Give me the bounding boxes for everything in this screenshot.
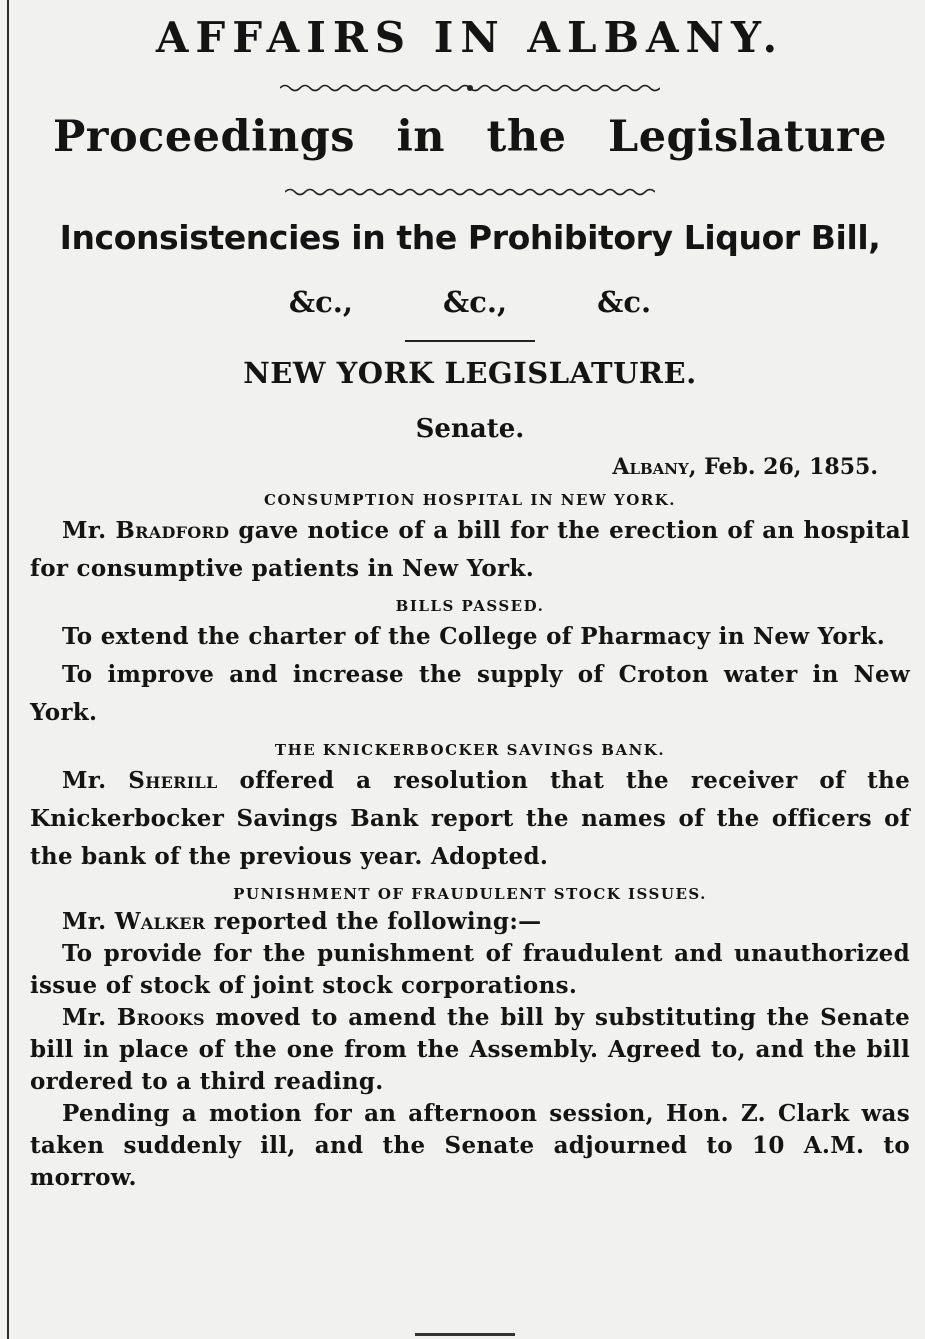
column-rule <box>7 0 9 1339</box>
paragraph-text: reported the following:— <box>213 908 542 935</box>
member-name: Brooks <box>116 1004 205 1031</box>
item-heading: CONSUMPTION HOSPITAL IN NEW YORK. <box>264 491 676 509</box>
member-name: Sherill <box>128 767 218 794</box>
paragraph-text: offered a resolution that the receiver of the Knickerbocker Savings Bank report the names of the officers of the bank of the previous year. Adopted. <box>30 767 911 870</box>
dateline <box>30 452 910 482</box>
item-heading: PUNISHMENT OF FRAUDULENT STOCK ISSUES. <box>233 885 707 903</box>
member-name: Bradford <box>115 517 230 544</box>
subsection-title: Senate. <box>415 414 525 444</box>
member-name: Walker <box>114 908 206 935</box>
paragraph: Pending a motion for an afternoon session, Hon. Z. Clark was taken suddenly ill, and the Senate adjourned to 10 A.M. to morrow. <box>30 1100 910 1191</box>
paragraph-lead: Mr. <box>62 767 107 794</box>
item-heading: THE KNICKERBOCKER SAVINGS BANK. <box>274 741 666 759</box>
paragraph-text: moved to amend the bill by substituting the Senate bill in place of the one from the Assembly. Agreed to, and the bill ordered to a third reading. <box>30 1004 911 1095</box>
item-heading: BILLS PASSED. <box>395 597 545 615</box>
paragraph-lead: Mr. <box>62 1004 107 1031</box>
paragraph: To extend the charter of the College of Pharmacy in New York. <box>62 623 886 650</box>
paragraph <box>30 762 910 876</box>
dateline-date: Feb. 26, 1855. <box>704 454 878 480</box>
paragraph <box>30 512 910 588</box>
headline: AFFAIRS IN ALBANY. <box>155 13 785 62</box>
etcetera-line: &c., &c., &c. <box>288 285 652 319</box>
wavy-divider <box>30 186 910 198</box>
paragraph-lead: Mr. <box>62 517 107 544</box>
paragraph <box>30 1002 910 1098</box>
wavy-divider <box>30 82 910 94</box>
paragraph: To provide for the punishment of fraudulent and unauthorized issue of stock of joint stock corporations. <box>30 940 910 999</box>
paragraph <box>30 906 910 938</box>
paragraph: To improve and increase the supply of Croton water in New York. <box>30 661 910 726</box>
deck-headline: Proceedings in the Legislature <box>52 112 888 162</box>
section-title: NEW YORK LEGISLATURE. <box>243 356 697 390</box>
dateline-place: Albany, <box>612 454 697 480</box>
subheadline: Inconsistencies in the Prohibitory Liquor Bill, <box>59 218 881 257</box>
paragraph-text: gave notice of a bill for the erection of an hospital for consumptive patients in New York. <box>30 517 911 582</box>
paragraph-lead: Mr. <box>62 908 107 935</box>
divider-rule <box>405 340 535 342</box>
bottom-rule <box>415 1333 515 1336</box>
article-column <box>30 0 910 1194</box>
